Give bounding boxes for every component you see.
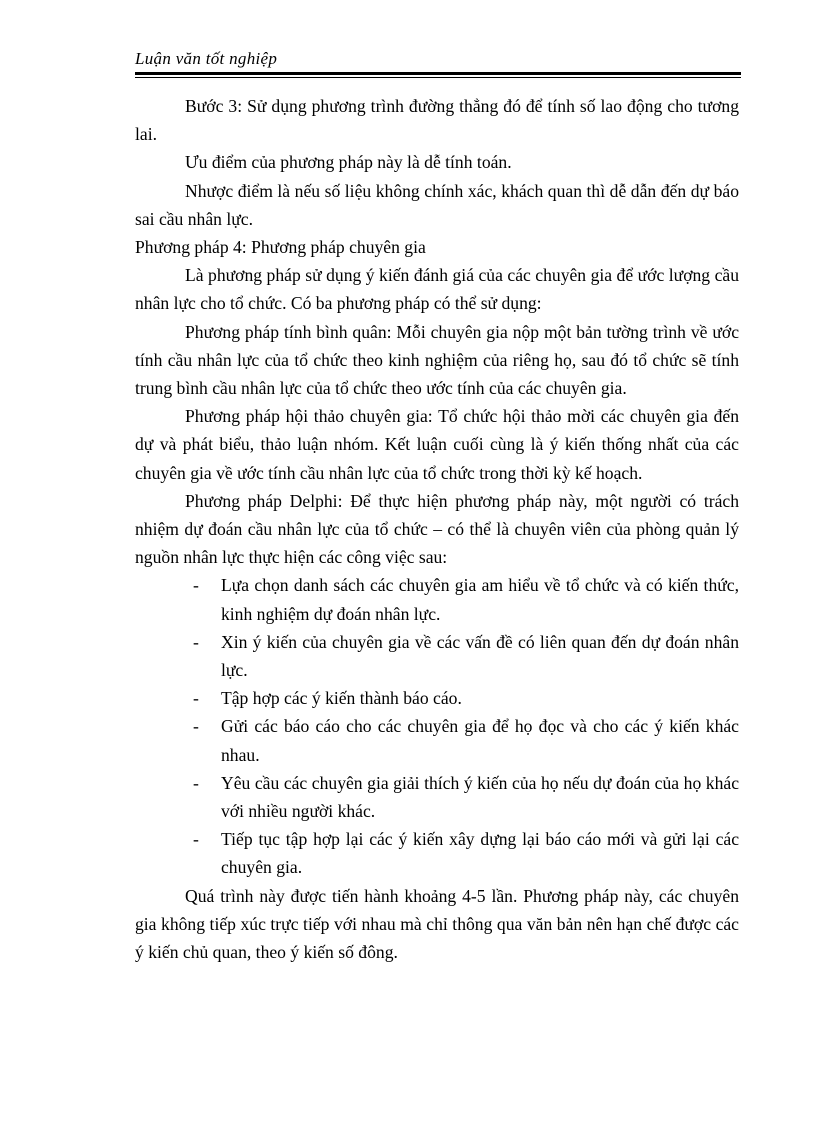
bullet-dash: - [193,829,199,850]
paragraph: Phương pháp hội thảo chuyên gia: Tổ chức hội thảo mời các chuyên gia đến dự và phát biểu, thảo luận nhóm. Kết luận cuối cùng là ý kiến thống nhất của các chuyên gia về ước tính cầu nhân lực của tổ chức trong thời kỳ kế hoạch. [135,406,739,483]
bullet-dash: - [193,631,199,652]
bullet-dash: - [193,772,199,793]
list-item-text: Lựa chọn danh sách các chuyên gia am hiểu về tổ chức và có kiến thức, kinh nghiệm dự đoán nhân lực. [221,575,739,624]
paragraph: Phương pháp tính bình quân: Mỗi chuyên gia nộp một bản tường trình về ước tính cầu nhân lực của tổ chức theo kinh nghiệm của riêng họ, sau đó tổ chức sẽ tính trung bình cầu nhân lực của tổ chức theo ước tính của các chuyên gia. [135,321,739,399]
list-item [135,628,739,684]
bullet-list [135,571,739,881]
list-item-text: Gửi các báo cáo cho các chuyên gia để họ đọc và cho các ý kiến khác nhau. [221,716,739,765]
header-title: Luận văn tốt nghiệp [135,49,278,68]
bullet-dash: - [193,575,199,596]
list-item-text: Xin ý kiến của chuyên gia về các vấn đề có liên quan đến dự đoán nhân lực. [221,631,739,681]
list-item [135,825,739,881]
section-heading: Phương pháp 4: Phương pháp chuyên gia [135,237,426,258]
paragraph: Ưu điểm của phương pháp này là dễ tính toán. [185,152,512,173]
bullet-dash: - [193,688,199,709]
header-rule-thick [135,72,741,75]
header-rule-thin [135,77,741,78]
list-item [135,684,739,712]
list-item [135,712,739,768]
list-item [135,571,739,627]
bullet-dash: - [193,716,199,737]
page-header [135,48,741,78]
list-item-text: Tiếp tục tập hợp lại các ý kiến xây dựng lại báo cáo mới và gửi lại các chuyên gia. [221,829,739,878]
list-item-text: Yêu cầu các chuyên gia giải thích ý kiến của họ nếu dự đoán của họ khác với nhiều người khác. [221,772,739,822]
paragraph: Quá trình này được tiến hành khoảng 4-5 lần. Phương pháp này, các chuyên gia không tiếp xúc trực tiếp với nhau mà chỉ thông qua văn bản nên hạn chế được các ý kiến chủ quan, theo ý kiến số đông. [135,885,739,963]
list-item-text: Tập hợp các ý kiến thành báo cáo. [221,688,462,709]
list-item [135,769,739,825]
document-body [135,92,739,966]
paragraph: Nhược điểm là nếu số liệu không chính xác, khách quan thì dễ dẫn đến dự báo sai cầu nhân lực. [135,180,739,229]
paragraph: Bước 3: Sử dụng phương trình đường thẳng đó để tính số lao động cho tương lai. [135,96,739,145]
paragraph: Phương pháp Delphi: Để thực hiện phương pháp này, một người có trách nhiệm dự đoán cầu nhân lực của tổ chức – có thể là chuyên viên của phòng quản lý nguồn nhân lực thực hiện các công việc sau: [135,490,739,568]
paragraph: Là phương pháp sử dụng ý kiến đánh giá của các chuyên gia để ước lượng cầu nhân lực cho tổ chức. Có ba phương pháp có thể sử dụng: [135,265,739,314]
